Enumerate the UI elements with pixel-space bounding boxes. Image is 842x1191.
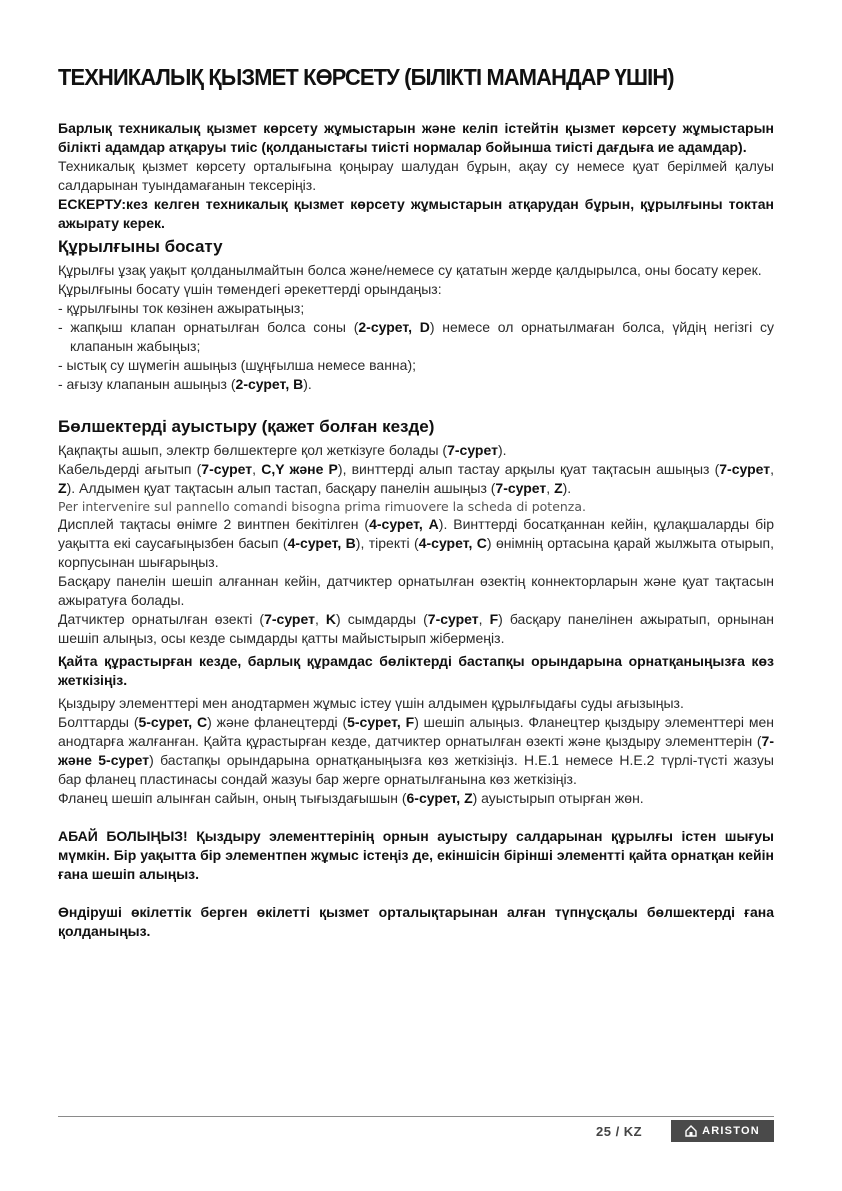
caution-note: АБАЙ БОЛЫҢЫЗ! Қыздыру элементтерінің орнын ауыстыру салдарынан құрылғы істен шығуы мүмкін. Бір уақытта бір элементпен жұмыс істеңіз де, екіншісін бірінші элементті қайта орнатқан кейін ғана шешіп алыңыз. (58, 828, 774, 882)
brand-name: ARISTON (702, 1125, 760, 1137)
reassembly-note: Қайта құрастырған кезде, барлық құрамдас бөліктерді бастапқы орындарына орнатқаныңызға көз жеткізіңіз. (58, 653, 774, 688)
section-replace-heading: Бөлшектерді ауыстыру (қажет болған кезде) (58, 417, 435, 436)
page-number: 25 / KZ (596, 1124, 643, 1139)
drain-list-item-1: - құрылғыны ток көзінен ажыратыңыз; (58, 300, 305, 316)
page-content (58, 62, 774, 941)
drain-list-item-2: - жапқыш клапан орнатылған болса соны (2-сурет, D) немесе ол орнатылмаған болса, үйдің негізгі су клапанын жабыңыз; (58, 319, 774, 354)
replace-p8: Фланец шешіп алынған сайын, оның тығыздағышын (6-сурет, Z) ауыстырып отырған жөн. (58, 790, 644, 806)
drain-list-item-3: - ыстық су шүмегін ашыңыз (шұңғылша немесе ванна); (58, 357, 416, 373)
intro-text: Техникалық қызмет көрсету орталығына қоңырау шалудан бұрын, ақау су немесе қуат берілмей қалуы салдарынан туындамағанын тексеріңіз. (58, 158, 774, 193)
italian-note: Per intervenire sul pannello comandi bisogna prima rimuovere la scheda di potenza. (58, 499, 587, 514)
section-drain-heading: Құрылғыны босату (58, 237, 223, 256)
drain-list-item-4: - ағызу клапанын ашыңыз (2-сурет, B). (58, 376, 312, 392)
page-title: ТЕХНИКАЛЫҚ ҚЫЗМЕТ КӨРСЕТУ (БІЛІКТІ МАМАНДАР ҮШІН) (58, 64, 674, 90)
figure-ref: 2-сурет, B (235, 376, 304, 392)
house-icon (685, 1125, 697, 1137)
figure-ref: 2-сурет, D (358, 319, 430, 335)
original-parts-note: Өндіруші өкілеттік берген өкілетті қызмет орталықтарынан алған түпнұсқалы бөлшектерді ғана қолданыңыз. (58, 904, 774, 939)
intro-bold: Барлық техникалық қызмет көрсету жұмыстарын және келіп істейтін қызмет көрсету жұмыстарын білікті адамдар атқаруы тиіс (қолданыстағы тиісті нормалар бойынша тиісті дағдыға ие адамдар). (58, 120, 774, 155)
replace-p6: Қыздыру элементтері мен анодтармен жұмыс істеу үшін алдымен құрылғыдағы суды ағызыңыз. (58, 695, 684, 711)
replace-p1: Қақпақты ашып, электр бөлшектерге қол жеткізуге болады (7-сурет). (58, 442, 507, 458)
intro-warning: ЕСКЕРТУ:кез келген техникалық қызмет көрсету жұмыстарын атқарудан бұрын, құрылғыны токтан ажырату керек. (58, 196, 774, 231)
replace-p3: Дисплей тақтасы өнімге 2 винтпен бекітілген (4-сурет, A). Винттерді босатқаннан кейін, құлақшаларды бір уақытта екі саусағыңызбен басып (4-сурет, B), тіректі (4-сурет, C) өнімнің ортасына қарай жылжыта отырып, корпусынан шығарыңыз. (58, 516, 774, 570)
replace-p5: Датчиктер орнатылған өзекті (7-сурет, K) сымдарды (7-сурет, F) басқару панелінен ажыратып, орнынан шешіп алыңыз, осы кезде сымдарды қатты майыстырып жібермеңіз. (58, 611, 774, 646)
brand-logo (671, 1120, 774, 1142)
footer-divider (58, 1116, 774, 1117)
replace-p2: Кабельдерді ағытып (7-сурет, C,Y және P), винттерді алып тастау арқылы қуат тақтасын ашыңыз (7-сурет, Z). Алдымен қуат тақтасын алып тастап, басқару панелін ашыңыз (7-сурет, Z). (58, 461, 775, 496)
drain-p1: Құрылғы ұзақ уақыт қолданылмайтын болса және/немесе су қататын жерде қалдырылса, оны босату керек. (58, 262, 762, 278)
replace-p4: Басқару панелін шешіп алғаннан кейін, датчиктер орнатылған өзектің коннекторларын және қуат тақтасын ажыратуға болады. (58, 573, 774, 608)
replace-p7: Болттарды (5-сурет, C) және фланецтерді (5-сурет, F) шешіп алыңыз. Фланецтер қыздыру элементтері мен анодтарға жалғанған. Қайта құрастырған кезде, датчиктер орнатылған өзекті және қыздыру элементтерін (7- және 5-сурет) бастапқы орындарына орнатқаныңызға көз жеткізіңіз. Н.Е.1 немесе Н.Е.2 түрлі-түсті жазуы бар фланец пластинасы сондай жазуы бар жерге орнатылғанына көз жеткізіңіз. (58, 714, 774, 787)
drain-p2: Құрылғыны босату үшін төмендегі әрекеттерді орындаңыз: (58, 281, 442, 297)
